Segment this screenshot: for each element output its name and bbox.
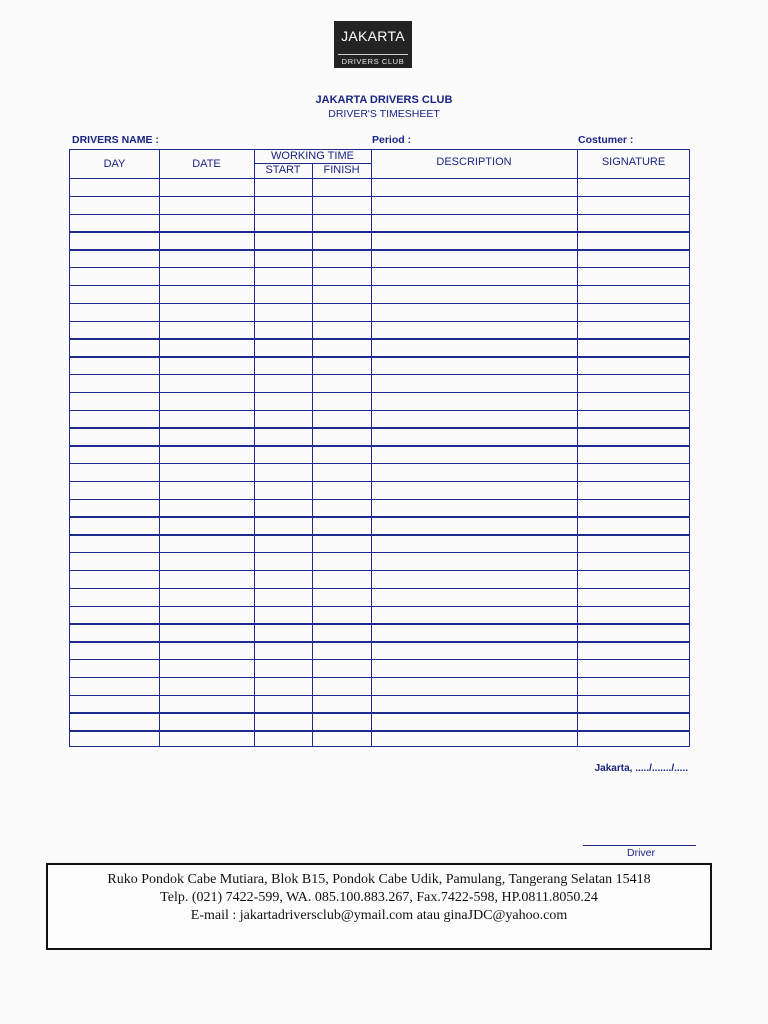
column-header-day: DAY xyxy=(103,158,126,170)
table-row-divider xyxy=(70,410,689,411)
table-row-divider xyxy=(70,677,689,678)
place-date-line: Jakarta, ...../......./..... xyxy=(594,763,688,774)
column-header-description: DESCRIPTION xyxy=(436,156,512,168)
table-row-divider xyxy=(70,427,689,428)
table-row-divider xyxy=(70,730,689,731)
driver-label: Driver xyxy=(627,847,655,859)
company-address-box xyxy=(46,863,712,950)
phone-line: Telp. (021) 7422-599, WA. 085.100.883.267, Fax.7422-598, HP.0811.8050.24 xyxy=(160,890,598,905)
column-header-finish: FINISH xyxy=(323,164,360,176)
table-row-divider xyxy=(70,445,689,446)
table-row-divider xyxy=(70,623,689,624)
table-row-divider xyxy=(70,249,689,250)
logo-divider xyxy=(338,54,408,55)
table-row-divider xyxy=(70,659,689,660)
column-divider xyxy=(254,150,255,746)
table-row-divider xyxy=(70,552,689,553)
table-row-divider xyxy=(70,338,689,339)
table-row-divider xyxy=(70,356,689,357)
email-line: E-mail : jakartadriversclub@ymail.com atau ginaJDC@yahoo.com xyxy=(190,908,568,923)
table-row-divider xyxy=(70,481,689,482)
document-title: JAKARTA DRIVERS CLUB xyxy=(315,94,453,106)
header-divider xyxy=(70,178,689,179)
column-header-date: DATE xyxy=(192,158,221,170)
drivers-name-label: DRIVERS NAME : xyxy=(72,134,159,146)
table-row-divider xyxy=(70,392,689,393)
table-row-divider xyxy=(70,285,689,286)
logo-main-text: JAKARTA xyxy=(341,28,405,44)
table-row-divider xyxy=(70,695,689,696)
table-row-divider xyxy=(70,463,689,464)
table-row-divider xyxy=(70,499,689,500)
table-row-divider xyxy=(70,516,689,517)
table-row-divider xyxy=(70,641,689,642)
table-row-divider xyxy=(70,606,689,607)
table-row-divider xyxy=(70,214,689,215)
table-row-divider xyxy=(70,570,689,571)
table-row-divider xyxy=(70,374,689,375)
brand-logo xyxy=(334,21,412,68)
table-row-divider xyxy=(70,196,689,197)
document-subtitle: DRIVER'S TIMESHEET xyxy=(328,108,440,120)
logo-sub-text: DRIVERS CLUB xyxy=(341,57,405,66)
table-row-divider xyxy=(70,712,689,713)
column-divider xyxy=(577,150,578,746)
working-time-divider xyxy=(254,163,371,164)
column-header-working-time: WORKING TIME xyxy=(271,150,354,162)
table-row-divider xyxy=(70,321,689,322)
column-divider xyxy=(159,150,160,746)
table-row-divider xyxy=(70,267,689,268)
timesheet-table xyxy=(69,149,690,747)
address-line: Ruko Pondok Cabe Mutiara, Blok B15, Pondok Cabe Udik, Pamulang, Tangerang Selatan 15418 xyxy=(107,872,651,887)
table-row-divider xyxy=(70,231,689,232)
table-row-divider xyxy=(70,588,689,589)
table-row-divider xyxy=(70,534,689,535)
table-row-divider xyxy=(70,303,689,304)
column-header-start: START xyxy=(265,164,301,176)
column-divider xyxy=(371,150,372,746)
period-label: Period : xyxy=(372,134,412,146)
column-header-signature: SIGNATURE xyxy=(601,156,666,168)
customer-label: Costumer : xyxy=(578,134,634,146)
